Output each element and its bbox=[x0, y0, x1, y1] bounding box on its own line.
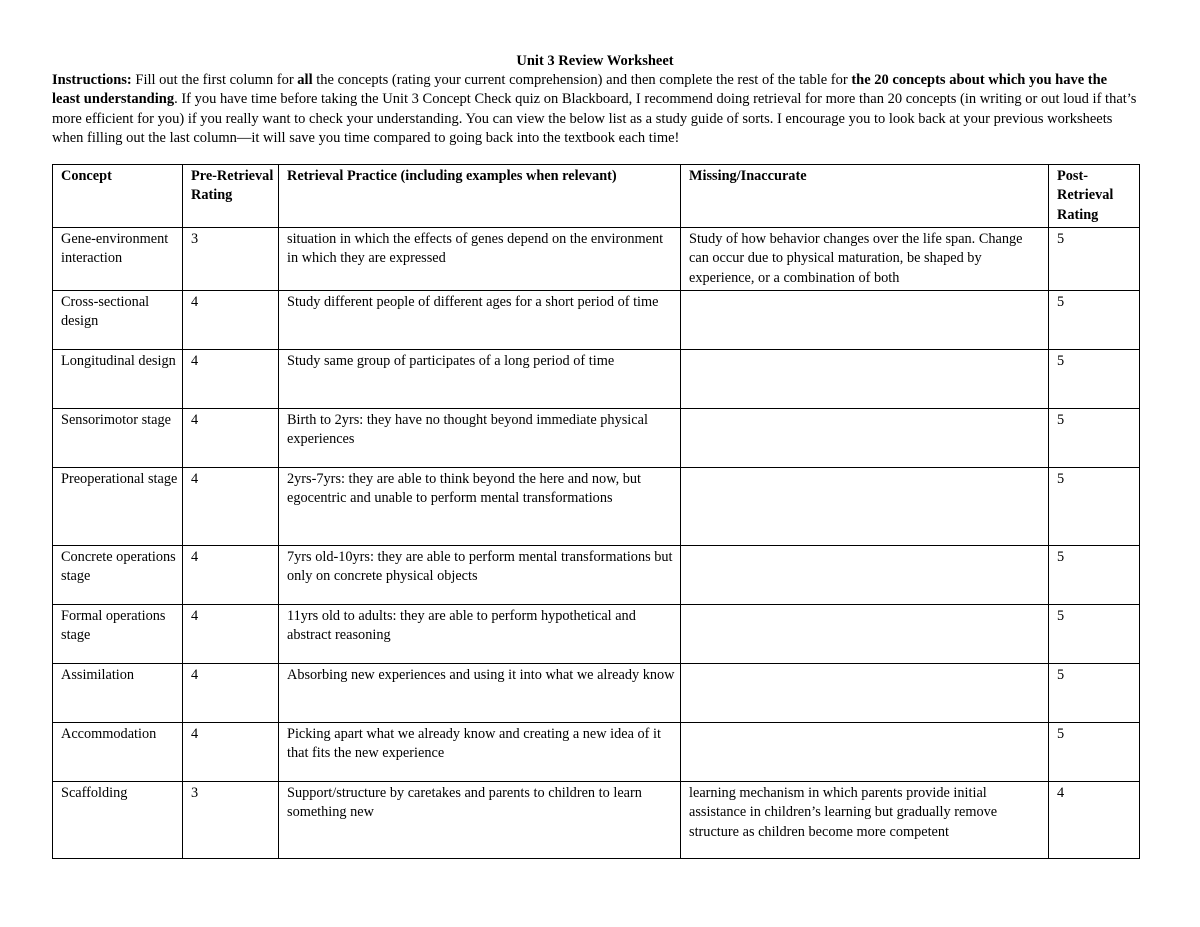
instructions-label: Instructions: bbox=[52, 72, 132, 88]
instructions-text-3: . If you have time before taking the Unit 3 Concept Check quiz on Blackboard, I recommend doing retrieval for more than 20 concepts (in writing or out loud if that’s more efficient for you) if you really want to check your understanding. You can view the below list as a study guide of sorts. I encourage you to look back at your previous worksheets when filling out the last column—it will save you time compared to going back into the textbook each time! bbox=[52, 91, 1137, 146]
cell-concept[interactable]: Concrete operations stage bbox=[53, 545, 183, 604]
cell-post-rating[interactable]: 5 bbox=[1049, 349, 1140, 408]
cell-missing[interactable] bbox=[681, 663, 1049, 722]
header-concept: Concept bbox=[53, 165, 183, 228]
cell-pre-rating[interactable]: 4 bbox=[183, 349, 279, 408]
cell-missing[interactable] bbox=[681, 604, 1049, 663]
cell-concept[interactable]: Formal operations stage bbox=[53, 604, 183, 663]
table-row bbox=[53, 663, 1140, 722]
cell-concept[interactable]: Sensorimotor stage bbox=[53, 408, 183, 467]
cell-retrieval[interactable]: Absorbing new experiences and using it into what we already know bbox=[279, 663, 681, 722]
cell-pre-rating[interactable]: 3 bbox=[183, 228, 279, 291]
cell-pre-rating[interactable]: 3 bbox=[183, 781, 279, 858]
header-pre-retrieval-rating: Pre-Retrieval Rating bbox=[183, 165, 279, 228]
cell-retrieval[interactable]: situation in which the effects of genes depend on the environment in which they are expressed bbox=[279, 228, 681, 291]
cell-missing[interactable] bbox=[681, 408, 1049, 467]
table-row bbox=[53, 781, 1140, 858]
cell-pre-rating[interactable]: 4 bbox=[183, 545, 279, 604]
header-retrieval-practice: Retrieval Practice (including examples when relevant) bbox=[279, 165, 681, 228]
cell-pre-rating[interactable]: 4 bbox=[183, 604, 279, 663]
cell-retrieval[interactable]: Study same group of participates of a long period of time bbox=[279, 349, 681, 408]
cell-pre-rating[interactable]: 4 bbox=[183, 663, 279, 722]
instructions-text-1: Fill out the first column for bbox=[131, 72, 298, 88]
table-row bbox=[53, 349, 1140, 408]
cell-post-rating[interactable]: 5 bbox=[1049, 663, 1140, 722]
cell-concept[interactable]: Gene-environment interaction bbox=[53, 228, 183, 291]
instructions-bold-all: all bbox=[297, 72, 313, 88]
cell-retrieval[interactable]: Picking apart what we already know and creating a new idea of it that fits the new experience bbox=[279, 722, 681, 781]
cell-missing[interactable] bbox=[681, 290, 1049, 349]
worksheet-page bbox=[52, 52, 1138, 859]
cell-retrieval[interactable]: 7yrs old-10yrs: they are able to perform mental transformations but only on concrete physical objects bbox=[279, 545, 681, 604]
cell-pre-rating[interactable]: 4 bbox=[183, 408, 279, 467]
table-row bbox=[53, 545, 1140, 604]
header-post-retrieval-rating: Post-Retrieval Rating bbox=[1049, 165, 1140, 228]
table-row bbox=[53, 228, 1140, 291]
cell-post-rating[interactable]: 5 bbox=[1049, 228, 1140, 291]
cell-missing[interactable]: learning mechanism in which parents provide initial assistance in children’s learning but gradually remove structure as children become more competent bbox=[681, 781, 1049, 858]
cell-concept[interactable]: Cross-sectional design bbox=[53, 290, 183, 349]
cell-missing[interactable] bbox=[681, 349, 1049, 408]
review-table bbox=[52, 164, 1140, 859]
cell-concept[interactable]: Longitudinal design bbox=[53, 349, 183, 408]
cell-missing[interactable] bbox=[681, 722, 1049, 781]
cell-post-rating[interactable]: 5 bbox=[1049, 722, 1140, 781]
cell-retrieval[interactable]: Support/structure by caretakes and parents to children to learn something new bbox=[279, 781, 681, 858]
instructions-paragraph bbox=[52, 71, 1138, 148]
header-missing-inaccurate: Missing/Inaccurate bbox=[681, 165, 1049, 228]
table-row bbox=[53, 467, 1140, 545]
cell-post-rating[interactable]: 5 bbox=[1049, 467, 1140, 545]
cell-concept[interactable]: Assimilation bbox=[53, 663, 183, 722]
table-row bbox=[53, 722, 1140, 781]
table-row bbox=[53, 604, 1140, 663]
page-title: Unit 3 Review Worksheet bbox=[516, 53, 674, 69]
table-row bbox=[53, 408, 1140, 467]
cell-post-rating[interactable]: 5 bbox=[1049, 290, 1140, 349]
cell-pre-rating[interactable]: 4 bbox=[183, 722, 279, 781]
cell-retrieval[interactable]: 2yrs-7yrs: they are able to think beyond the here and now, but egocentric and unable to perform mental transformations bbox=[279, 467, 681, 545]
cell-pre-rating[interactable]: 4 bbox=[183, 290, 279, 349]
table-header-row bbox=[53, 165, 1140, 228]
cell-concept[interactable]: Scaffolding bbox=[53, 781, 183, 858]
instructions-bold-20-concepts: the 20 concepts about which you have the least understanding bbox=[52, 72, 1108, 108]
table-row bbox=[53, 290, 1140, 349]
cell-pre-rating[interactable]: 4 bbox=[183, 467, 279, 545]
cell-missing[interactable]: Study of how behavior changes over the life span. Change can occur due to physical maturation, be shaped by experience, or a combination of both bbox=[681, 228, 1049, 291]
cell-concept[interactable]: Accommodation bbox=[53, 722, 183, 781]
cell-post-rating[interactable]: 5 bbox=[1049, 408, 1140, 467]
cell-missing[interactable] bbox=[681, 467, 1049, 545]
cell-retrieval[interactable]: Birth to 2yrs: they have no thought beyond immediate physical experiences bbox=[279, 408, 681, 467]
cell-post-rating[interactable]: 4 bbox=[1049, 781, 1140, 858]
cell-retrieval[interactable]: 11yrs old to adults: they are able to perform hypothetical and abstract reasoning bbox=[279, 604, 681, 663]
cell-retrieval[interactable]: Study different people of different ages for a short period of time bbox=[279, 290, 681, 349]
cell-missing[interactable] bbox=[681, 545, 1049, 604]
cell-post-rating[interactable]: 5 bbox=[1049, 545, 1140, 604]
cell-concept[interactable]: Preoperational stage bbox=[53, 467, 183, 545]
instructions-text-2: the concepts (rating your current comprehension) and then complete the rest of the table for bbox=[312, 72, 852, 88]
cell-post-rating[interactable]: 5 bbox=[1049, 604, 1140, 663]
